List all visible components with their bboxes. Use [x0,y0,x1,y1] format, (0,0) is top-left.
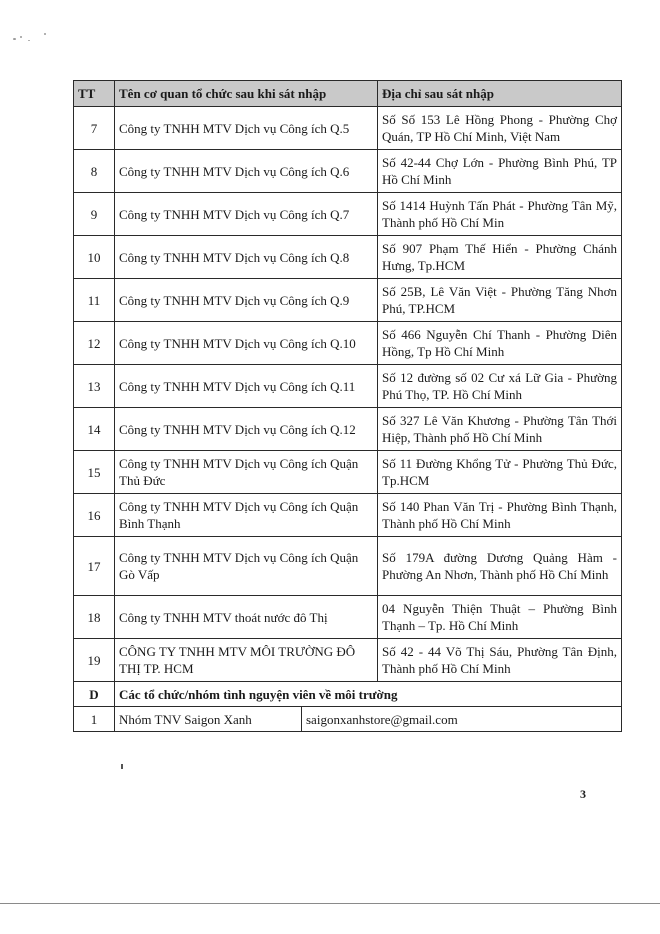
row-name: Công ty TNHH MTV Dịch vụ Công ích Q.5 [115,107,378,150]
row-address: Số 466 Nguyễn Chí Thanh - Phường Diên Hồng, Tp Hồ Chí Minh [378,322,622,365]
row-name: Công ty TNHH MTV Dịch vụ Công ích Q.9 [115,279,378,322]
row-name: Công ty TNHH MTV Dịch vụ Công ích Q.7 [115,193,378,236]
row-tt: 19 [74,639,115,682]
scan-edge-line [0,903,660,904]
row-tt: 11 [74,279,115,322]
table-row [74,322,622,365]
scan-speck [28,40,30,41]
scan-mark [121,764,123,769]
row-tt: 9 [74,193,115,236]
row-address: Số 179A đường Dương Quảng Hàm - Phường An Nhơn, Thành phố Hồ Chí Minh [378,537,622,596]
scan-speck [13,38,16,40]
table-row [74,150,622,193]
row-name: Công ty TNHH MTV Dịch vụ Công ích Q.6 [115,150,378,193]
row-name: Công ty TNHH MTV Dịch vụ Công ích Quận Thủ Đức [115,451,378,494]
row-address: Số 12 đường số 02 Cư xá Lữ Gia - Phường Phú Thọ, TP. Hồ Chí Minh [378,365,622,408]
row-address: Số 42-44 Chợ Lớn - Phường Bình Phú, TP Hồ Chí Minh [378,150,622,193]
table-row [74,193,622,236]
row-name: Công ty TNHH MTV Dịch vụ Công ích Q.11 [115,365,378,408]
table-row [74,596,622,639]
scan-speck [44,33,46,35]
row-tt: 17 [74,537,115,596]
table-row [74,707,622,732]
row-address: Số 1414 Huỳnh Tấn Phát - Phường Tân Mỹ, Thành phố Hồ Chí Min [378,193,622,236]
table-row [74,408,622,451]
header-address: Địa chỉ sau sát nhập [378,81,622,107]
table-row [74,279,622,322]
table-row [74,537,622,596]
table-row [74,639,622,682]
row-name: CÔNG TY TNHH MTV MÔI TRƯỜNG ĐÔ THỊ TP. HCM [115,639,378,682]
row-name: Công ty TNHH MTV Dịch vụ Công ích Quận Gò Vấp [115,537,378,596]
row-tt: 12 [74,322,115,365]
row-address: Số Số 153 Lê Hồng Phong - Phường Chợ Quán, TP Hồ Chí Minh, Việt Nam [378,107,622,150]
header-tt: TT [74,81,115,107]
row-tt: 16 [74,494,115,537]
row-name: Nhóm TNV Saigon Xanh [115,707,302,732]
table-row [74,451,622,494]
header-organization-name: Tên cơ quan tổ chức sau khi sát nhập [115,81,378,107]
table-row [74,365,622,408]
row-tt: 18 [74,596,115,639]
row-tt: 8 [74,150,115,193]
row-name: Công ty TNHH MTV Dịch vụ Công ích Q.12 [115,408,378,451]
row-name: Công ty TNHH MTV Dịch vụ Công ích Q.10 [115,322,378,365]
row-tt: 15 [74,451,115,494]
row-name: Công ty TNHH MTV Dịch vụ Công ích Q.8 [115,236,378,279]
row-address: Số 907 Phạm Thế Hiển - Phường Chánh Hưng, Tp.HCM [378,236,622,279]
row-tt: 7 [74,107,115,150]
row-name: Công ty TNHH MTV Dịch vụ Công ích Quận Bình Thạnh [115,494,378,537]
table-row [74,236,622,279]
table-row [74,494,622,537]
section-label: D [74,682,115,707]
row-tt: 10 [74,236,115,279]
scan-speck [20,36,22,38]
row-address: Số 140 Phan Văn Trị - Phường Bình Thạnh, Thành phố Hồ Chí Minh [378,494,622,537]
row-name: Công ty TNHH MTV thoát nước đô Thị [115,596,378,639]
row-tt: 1 [74,707,115,732]
row-address: Số 327 Lê Văn Khương - Phường Tân Thới Hiệp, Thành phố Hồ Chí Minh [378,408,622,451]
row-address: Số 25B, Lê Văn Việt - Phường Tăng Nhơn Phú, TP.HCM [378,279,622,322]
row-address: 04 Nguyễn Thiện Thuật – Phường Bình Thạnh – Tp. Hồ Chí Minh [378,596,622,639]
table-row [74,107,622,150]
row-address: Số 42 - 44 Võ Thị Sáu, Phường Tân Định, Thành phố Hồ Chí Minh [378,639,622,682]
row-email: saigonxanhstore@gmail.com [302,707,622,732]
page-number: 3 [580,787,586,801]
row-tt: 13 [74,365,115,408]
row-address: Số 11 Đường Khổng Tử - Phường Thủ Đức, Tp.HCM [378,451,622,494]
section-row [74,682,622,707]
organization-table [73,80,622,732]
row-tt: 14 [74,408,115,451]
section-title: Các tổ chức/nhóm tình nguyện viên về môi trường [115,682,622,707]
table-header-row [74,81,622,107]
